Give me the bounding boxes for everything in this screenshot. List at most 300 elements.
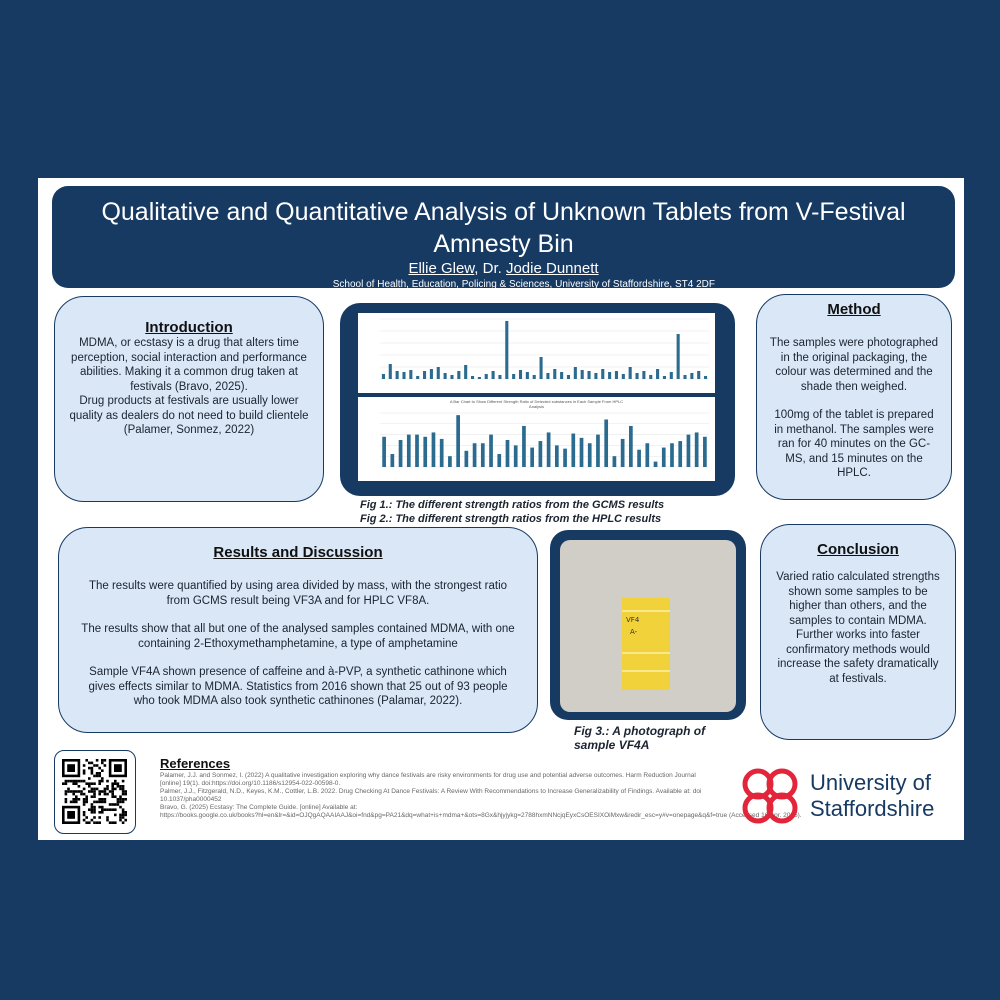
qr-module [85, 798, 88, 801]
qr-module [122, 821, 125, 824]
qr-module [91, 795, 94, 798]
qr-module [70, 780, 73, 783]
qr-module [111, 793, 114, 796]
qr-module [67, 788, 70, 791]
qr-module [83, 819, 86, 822]
qr-module [119, 798, 122, 801]
chart-bar [514, 445, 518, 467]
results-text-1: The results were quantified by using area divided by mass, with the strongest ratio from GCMS result being VF3A and for HPLC VF8A. [88, 580, 508, 607]
qr-module [91, 819, 94, 822]
qr-module [98, 767, 101, 770]
qr-module [96, 759, 99, 762]
qr-module [106, 819, 109, 822]
qr-module [101, 759, 104, 762]
chart-bar [670, 443, 674, 467]
qr-module [111, 782, 114, 785]
chart-bar [423, 371, 426, 379]
qr-module [88, 777, 91, 780]
qr-module [117, 782, 120, 785]
qr-module [109, 821, 112, 824]
chart-bar [423, 437, 427, 467]
qr-module [114, 808, 117, 811]
qr-module [98, 793, 101, 796]
qr-module [83, 798, 86, 801]
chart-bar [415, 435, 419, 467]
qr-module [124, 790, 127, 793]
qr-module [75, 790, 78, 793]
qr-module [93, 793, 96, 796]
qr-module [114, 795, 117, 798]
qr-module [104, 790, 107, 793]
qr-module [101, 769, 104, 772]
chart-bar [637, 450, 641, 467]
qr-module [96, 801, 99, 804]
chart-bar [596, 435, 600, 467]
chart-bar [635, 373, 638, 379]
qr-module [111, 803, 114, 806]
qr-module [101, 808, 104, 811]
qr-module [104, 788, 107, 791]
affiliation: School of Health, Education, Policing & Sciences, University of Staffordshire, ST4 2DF [332, 279, 715, 290]
qr-module [83, 801, 86, 804]
qr-module [104, 798, 107, 801]
qr-module [111, 785, 114, 788]
qr-module [85, 801, 88, 804]
chart-bar [670, 372, 673, 379]
qr-module [119, 814, 122, 817]
qr-module [106, 788, 109, 791]
chart-bar [497, 454, 501, 467]
qr-module [111, 821, 114, 824]
chart-bar [526, 372, 529, 379]
qr-module [91, 767, 94, 770]
qr-module [75, 801, 78, 804]
chart-bar [690, 373, 693, 379]
chart-bar [571, 434, 575, 467]
gcms-bar-chart [358, 313, 715, 393]
reference-line: Bravo, G. (2025) Ecstasy: The Complete Guide. [online] Available at: [160, 804, 358, 811]
chart-bar [444, 373, 447, 379]
qr-module [93, 764, 96, 767]
method-heading: Method [827, 301, 881, 318]
chart-bar [677, 334, 680, 379]
qr-module [117, 798, 120, 801]
qr-module [65, 801, 68, 804]
chart-bar [539, 441, 543, 467]
qr-module [85, 759, 88, 762]
qr-module [98, 775, 101, 778]
qr-module [96, 821, 99, 824]
chart-bar [580, 438, 584, 467]
chart-bar [530, 448, 534, 467]
qr-module [98, 798, 101, 801]
qr-module [117, 803, 120, 806]
qr-module [122, 816, 125, 819]
qr-module [93, 790, 96, 793]
qr-module [88, 767, 91, 770]
qr-module [114, 780, 117, 783]
qr-module [83, 772, 86, 775]
chart-bar [505, 321, 508, 379]
results-text-2: The results show that all but one of the analysed samples contained MDMA, with one containing 2-Ethoxymethamphetamine, a type of amphetamine [81, 623, 515, 650]
chart-bar [457, 371, 460, 379]
chart-bar [546, 373, 549, 379]
qr-module [83, 788, 86, 791]
gcms-chart-panel [358, 313, 715, 393]
qr-module [101, 801, 104, 804]
qr-finder [67, 764, 75, 772]
qr-module [111, 808, 114, 811]
qr-module [117, 785, 120, 788]
fig1-caption: Fig 1.: The different strength ratios from the GCMS results [360, 499, 665, 511]
introduction-heading: Introduction [145, 319, 233, 336]
qr-module [65, 780, 68, 783]
qr-module [101, 806, 104, 809]
results-text-3: Sample VF4A shown presence of caffeine and à-PVP, a synthetic cathinone which gives effects similar to MDMA. Statistics from 2016 shown that 25 out of 93 people who took MDMA also took synthetic cathinones (Palamar, 2022). [88, 666, 508, 707]
qr-module [91, 806, 94, 809]
qr-module [101, 790, 104, 793]
qr-module [91, 788, 94, 791]
qr-module [93, 782, 96, 785]
qr-module [85, 821, 88, 824]
chart-bar [407, 435, 411, 467]
chart-bar [553, 369, 556, 379]
qr-module [98, 801, 101, 804]
chart-bar [489, 435, 493, 467]
qr-module [65, 798, 68, 801]
chart-bar [456, 415, 460, 467]
qr-module [88, 785, 91, 788]
qr-module [104, 793, 107, 796]
chart-bar [440, 439, 444, 467]
qr-module [70, 790, 73, 793]
qr-module [114, 782, 117, 785]
chart-bar [622, 374, 625, 379]
authors [52, 260, 955, 277]
qr-module [93, 788, 96, 791]
qr-module [72, 782, 75, 785]
chart-bar [409, 370, 412, 379]
qr-module [93, 808, 96, 811]
author-2: Jodie Dunnett [505, 260, 599, 277]
conclusion-text-2: Further works into faster confirmatory methods would increase the safety dramatically at festivals. [777, 629, 939, 685]
university-logo-text: University of Staffordshire [810, 770, 935, 821]
qr-module [83, 769, 86, 772]
method-text-2: 100mg of the tablet is prepared in methanol. The samples were ran for 40 minutes on the GC-MS, and 15 minutes on the HPLC. [774, 409, 934, 479]
chart-bar [416, 376, 419, 379]
chart-bar [540, 357, 543, 379]
qr-module [111, 795, 114, 798]
qr-module [91, 790, 94, 793]
chart-bar [683, 375, 686, 379]
chart-bar [399, 440, 403, 467]
chart-bar [519, 370, 522, 379]
qr-module [122, 801, 125, 804]
chart-bar [613, 456, 617, 467]
qr-module [111, 788, 114, 791]
conclusion-box [760, 524, 956, 740]
qr-module [106, 816, 109, 819]
qr-module [88, 762, 91, 765]
chart-bar [465, 451, 469, 467]
chart-bar [498, 375, 501, 379]
conclusion-heading: Conclusion [817, 541, 899, 558]
qr-module [114, 803, 117, 806]
qr-module [70, 801, 73, 804]
qr-module [75, 780, 78, 783]
qr-module [62, 782, 65, 785]
chart-bar [594, 373, 597, 379]
qr-module [91, 803, 94, 806]
qr-module [109, 803, 112, 806]
chart-bar [382, 374, 385, 379]
chart-bar [437, 367, 440, 379]
qr-finder [114, 764, 122, 772]
poster [38, 178, 964, 840]
qr-module [91, 762, 94, 765]
qr-module [78, 790, 81, 793]
qr-module [106, 793, 109, 796]
reference-line: Palamer, J.J. and Sonmez, I. (2022) A qualitative investigation exploring why dance festivals are risky environments for drug use and potential adverse outcomes. Harm Reduction Journal [160, 772, 696, 779]
chart-bar [533, 375, 536, 379]
qr-module [114, 821, 117, 824]
qr-module [124, 798, 127, 801]
qr-module [124, 819, 127, 822]
qr-module [93, 806, 96, 809]
qr-module [98, 772, 101, 775]
qr-module [98, 782, 101, 785]
qr-module [67, 780, 70, 783]
qr-module [91, 772, 94, 775]
chart-bar [432, 432, 436, 467]
chart-bar [645, 443, 649, 467]
qr-module [72, 798, 75, 801]
qr-module [93, 821, 96, 824]
qr-module [75, 795, 78, 798]
qr-module [106, 780, 109, 783]
qr-module [101, 777, 104, 780]
hplc-chart-title: A Bar Chart to Show Different Strength Ratio of Detected substances in Each Sample From HPLC Analysis [449, 399, 624, 409]
qr-module [72, 793, 75, 796]
chart-bar [478, 377, 481, 379]
qr-code[interactable] [54, 750, 136, 834]
chart-bar [471, 376, 474, 379]
qr-module [85, 782, 88, 785]
reference-line: https://books.google.co.uk/books?hl=en&lr=&id=OJQgAQAAIAAJ&oi=fnd&pg=PA21&dq=what+is+mdma+&ots=8Gx&hjyjykg=2788hxmNNcjqEyxCsOESIXOiMxw&redir_esc=y#v=onepage&q&f=true (Accessed 16 Apr. 2025). [160, 812, 802, 819]
qr-module [106, 785, 109, 788]
qr-module [93, 801, 96, 804]
qr-module [119, 785, 122, 788]
qr-module [88, 790, 91, 793]
qr-module [91, 808, 94, 811]
qr-module [104, 764, 107, 767]
chart-bar [563, 449, 567, 467]
photo-label-2: A- [630, 628, 638, 636]
qr-module [83, 780, 86, 783]
qr-module [101, 798, 104, 801]
qr-module [124, 793, 127, 796]
photo-label-1: VF4 [626, 616, 640, 624]
chart-bar [581, 370, 584, 379]
qr-module [75, 782, 78, 785]
method-box [756, 294, 952, 500]
chart-bar [649, 375, 652, 379]
chart-bar [588, 443, 592, 467]
qr-module [88, 821, 91, 824]
qr-module [101, 811, 104, 814]
qr-module [93, 775, 96, 778]
qr-module [122, 793, 125, 796]
chart-bar [663, 376, 666, 379]
chart-bar [430, 369, 433, 379]
chart-bar [390, 454, 394, 467]
charts-panel [340, 303, 735, 496]
qr-module [119, 806, 122, 809]
chart-bar [522, 426, 526, 467]
qr-module [119, 816, 122, 819]
chart-bar [555, 445, 559, 467]
chart-bar [481, 443, 485, 467]
qr-module [80, 790, 83, 793]
qr-module [117, 801, 120, 804]
qr-module [98, 790, 101, 793]
qr-module [98, 811, 101, 814]
qr-module [122, 780, 125, 783]
qr-module [93, 795, 96, 798]
qr-code-pattern [55, 751, 135, 833]
qr-module [72, 801, 75, 804]
chart-bar [703, 437, 707, 467]
qr-module [85, 816, 88, 819]
qr-module [96, 775, 99, 778]
reference-line: [online] 19(1). doi:https://doi.org/10.1186/s12954-022-00598-0. [160, 780, 341, 787]
qr-module [122, 785, 125, 788]
chart-bar [473, 443, 477, 467]
chart-bar [615, 371, 618, 379]
qr-module [83, 803, 86, 806]
qr-module [93, 816, 96, 819]
qr-module [91, 769, 94, 772]
introduction-text-2: Drug products at festivals are usually lower quality as dealers do not need to build clientele (Palamer, Sonmez, 2022) [69, 395, 309, 436]
qr-module [104, 808, 107, 811]
qr-module [78, 798, 81, 801]
conclusion-text-1: Varied ratio calculated strengths shown some samples to be higher than others, and the samples to contain MDMA. [776, 571, 940, 627]
qr-module [122, 814, 125, 817]
chart-bar [678, 441, 682, 467]
qr-module [122, 790, 125, 793]
hplc-bar-chart [358, 397, 715, 481]
qr-module [98, 816, 101, 819]
chart-bar [396, 371, 399, 379]
qr-module [83, 764, 86, 767]
qr-module [104, 801, 107, 804]
qr-module [80, 780, 83, 783]
qr-module [109, 808, 112, 811]
university-logo-icon [738, 766, 804, 828]
qr-module [83, 814, 86, 817]
chart-bar [608, 372, 611, 379]
chart-bar [662, 448, 666, 467]
qr-module [119, 795, 122, 798]
results-heading: Results and Discussion [213, 544, 383, 561]
qr-module [67, 790, 70, 793]
reference-line: Palmer, J.J., Fitzgerald, N.D., Keyes, K.M., Cottler, L.B. 2022. Drug Checking At Dance Festivals: A Review With Recommendations to Increase Generalizability of Findings. Available at: doi [160, 788, 702, 795]
reference-line: 10.1037/pha0000452 [160, 796, 222, 803]
poster-title: Qualitative and Quantitative Analysis of Unknown Tablets from V-Festival Amnesty Bin [101, 198, 906, 258]
author-separator: , Dr. [474, 260, 506, 277]
qr-module [111, 790, 114, 793]
qr-module [88, 782, 91, 785]
chart-bar [382, 437, 386, 467]
qr-module [119, 819, 122, 822]
qr-module [78, 780, 81, 783]
qr-module [122, 808, 125, 811]
qr-module [72, 780, 75, 783]
chart-bar [629, 426, 633, 467]
chart-bar [567, 375, 570, 379]
chart-bar [464, 365, 467, 379]
qr-module [122, 798, 125, 801]
qr-module [119, 788, 122, 791]
qr-module [83, 793, 86, 796]
chart-bar [695, 432, 699, 467]
fig2-caption: Fig 2.: The different strength ratios from the HPLC results [360, 513, 662, 525]
qr-module [109, 790, 112, 793]
qr-module [65, 793, 68, 796]
fig3-caption: Fig 3.: A photograph of sample VF4A [574, 724, 706, 752]
introduction-box [54, 296, 324, 502]
qr-module [98, 780, 101, 783]
chart-bar [704, 376, 707, 379]
title-banner [52, 186, 955, 288]
qr-module [91, 811, 94, 814]
photo-frame [550, 530, 746, 720]
chart-bar [621, 439, 625, 467]
qr-module [101, 762, 104, 765]
qr-module [98, 821, 101, 824]
qr-module [122, 811, 125, 814]
qr-module [83, 811, 86, 814]
author-1: Ellie Glew [408, 260, 475, 277]
chart-bar [450, 375, 453, 379]
chart-bar [574, 367, 577, 379]
chart-bar [512, 374, 515, 379]
qr-module [122, 788, 125, 791]
qr-module [91, 782, 94, 785]
chart-bar [448, 456, 452, 467]
qr-module [106, 808, 109, 811]
qr-module [80, 793, 83, 796]
chart-bar [654, 462, 658, 467]
chart-bar [687, 435, 691, 467]
qr-module [75, 798, 78, 801]
tablet-bag [622, 598, 670, 690]
qr-module [119, 801, 122, 804]
qr-module [96, 764, 99, 767]
chart-bar [492, 371, 495, 379]
chart-bar [642, 371, 645, 379]
qr-module [114, 788, 117, 791]
references-heading: References [160, 756, 231, 771]
qr-module [85, 795, 88, 798]
qr-module [72, 790, 75, 793]
qr-module [124, 814, 127, 817]
chart-bar [656, 369, 659, 379]
qr-module [98, 806, 101, 809]
qr-module [65, 782, 68, 785]
hplc-chart-panel [358, 397, 715, 481]
qr-module [88, 808, 91, 811]
